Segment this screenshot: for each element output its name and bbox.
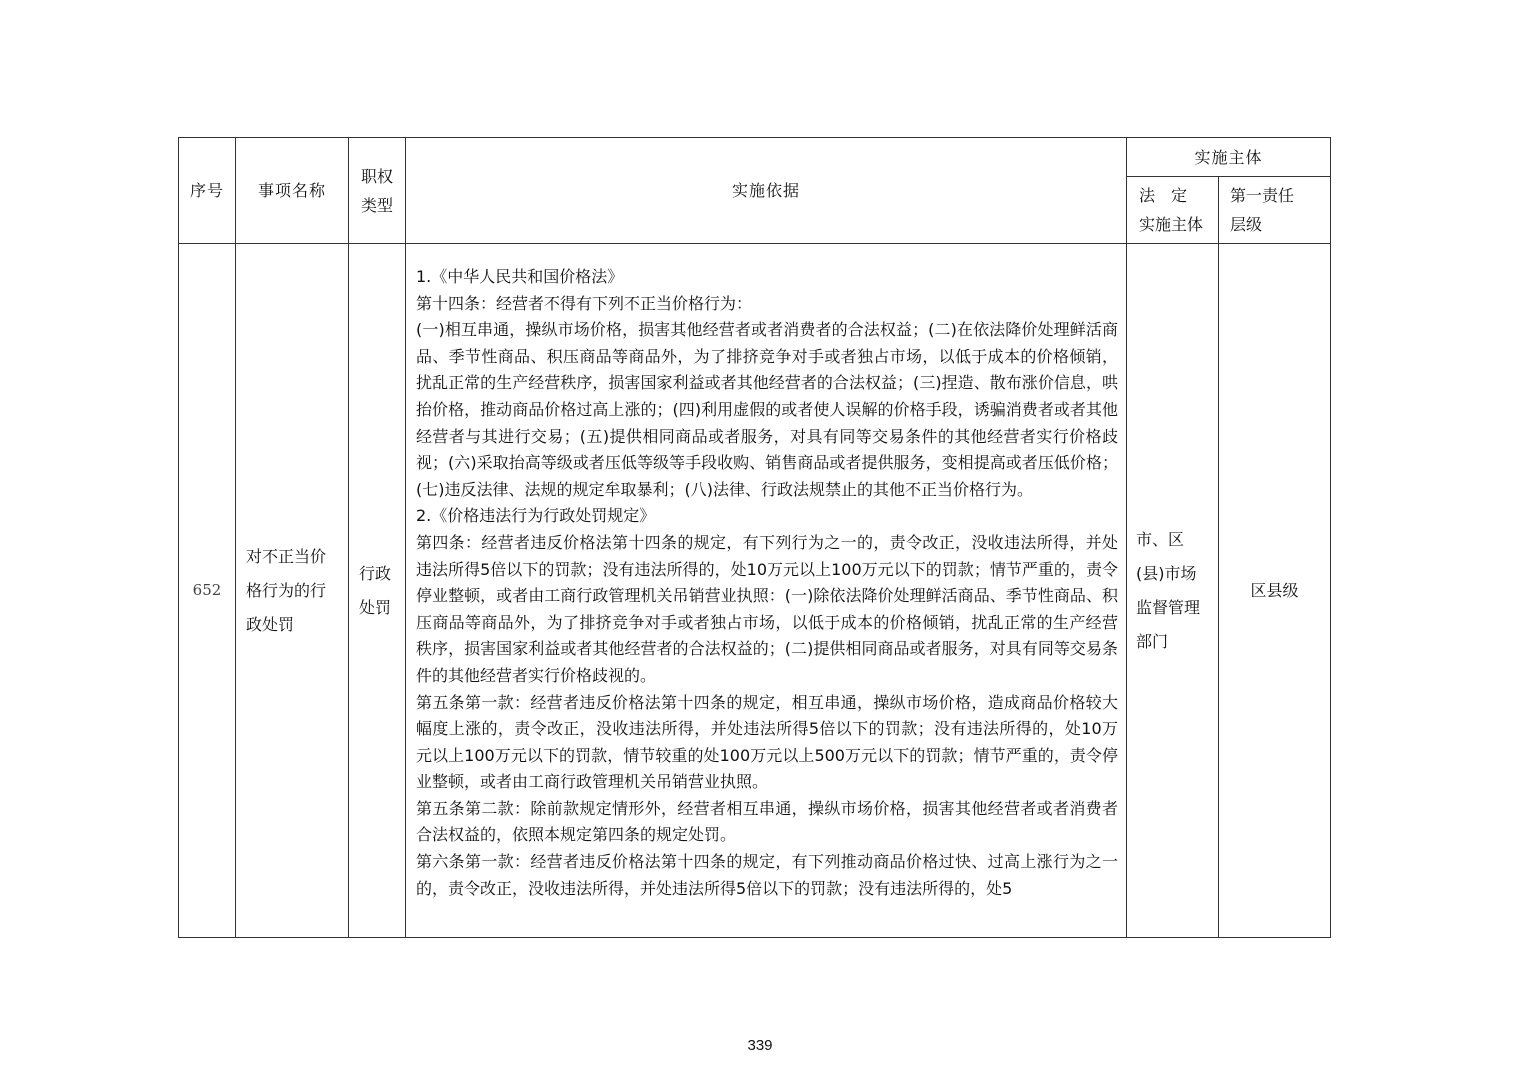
- header-basis: 实施依据: [406, 138, 1127, 244]
- basis-paragraph: 1.《中华人民共和国价格法》: [416, 267, 624, 286]
- header-subject: 实施主体: [1127, 138, 1331, 177]
- basis-paragraph: 第十四条：经营者不得有下列不正当价格行为：: [416, 293, 753, 313]
- row-seq: 652: [179, 244, 236, 938]
- header-power-type: 职权类型: [349, 138, 406, 244]
- item-table: [178, 137, 1331, 938]
- row-item-name: 对不正当价格行为的行政处罚: [236, 244, 349, 938]
- page-number: 339: [747, 1037, 773, 1054]
- header-seq: 序号: [179, 138, 236, 244]
- table-row: [179, 244, 1331, 938]
- basis-paragraph: (一)相互串通，操纵市场价格，损害其他经营者或者消费者的合法权益；(二)在依法降价处理鲜活商品、季节性商品、积压商品等商品外，为了排挤竞争对手或者独占市场，以低于成本的价格倾销，扰乱正常的生产经营秩序，损害国家利益或者其他经营者的合法权益；(三)捏造、散布涨价信息，哄抬价格，推动商品价格过高上涨的；(四)利用虚假的或者使人误解的价格手段，诱骗消费者或者其他经营者与其进行交易；(五)提供相同商品或者服务，对具有同等交易条件的其他经营者实行价格歧视；(六)采取抬高等级或者压低等级等手段收购、销售商品或者提供服务，变相提高或者压低价格；(七)违反法律、法规的规定牟取暴利；(八)法律、行政法规禁止的其他不正当价格行为。: [416, 320, 1118, 499]
- row-power-type: 行政处罚: [349, 244, 406, 938]
- header-legal-subject: 法 定 实施主体: [1127, 177, 1219, 244]
- header-name: 事项名称: [236, 138, 349, 244]
- basis-paragraph: 2.《价格违法行为行政处罚规定》: [416, 506, 656, 526]
- row-legal-subject: 市、区(县)市场监督管理部门: [1127, 244, 1219, 938]
- row-basis: [406, 244, 1127, 938]
- basis-paragraph: 第五条第二款：除前款规定情形外，经营者相互串通，操纵市场价格，损害其他经营者或者消费者合法权益的，依照本规定第四条的规定处罚。: [416, 798, 1118, 845]
- basis-paragraph: 第五条第一款：经营者违反价格法第十四条的规定，相互串通，操纵市场价格，造成商品价格较大幅度上涨的，责令改正，没收违法所得，并处违法所得5倍以下的罚款；没有违法所得的，处10万元以上100万元以下的罚款，情节较重的处100万元以上500万元以下的罚款；情节严重的，责令停业整顿，或者由工商行政管理机关吊销营业执照。: [416, 692, 1118, 792]
- basis-paragraph: 第四条：经营者违反价格法第十四条的规定，有下列行为之一的，责令改正，没收违法所得，并处违法所得5倍以下的罚款；没有违法所得的，处10万元以上100万元以下的罚款；情节严重的，责令停业整顿，或者由工商行政管理机关吊销营业执照：(一)除依法降价处理鲜活商品、季节性商品、积压商品等商品外，为了排挤竞争对手或者独占市场，以低于成本的价格倾销，扰乱正常的生产经营秩序，损害国家利益或者其他经营者的合法权益的；(二)提供相同商品或者服务，对具有同等交易条件的其他经营者实行价格歧视的。: [416, 532, 1118, 685]
- row-first-responsibility: 区县级: [1219, 244, 1331, 938]
- basis-paragraph: 第六条第一款：经营者违反价格法第十四条的规定，有下列推动商品价格过快、过高上涨行为之一的，责令改正，没收违法所得，并处违法所得5倍以下的罚款；没有违法所得的，处5: [416, 852, 1118, 898]
- header-first-responsibility: 第一责任 层级: [1219, 177, 1331, 244]
